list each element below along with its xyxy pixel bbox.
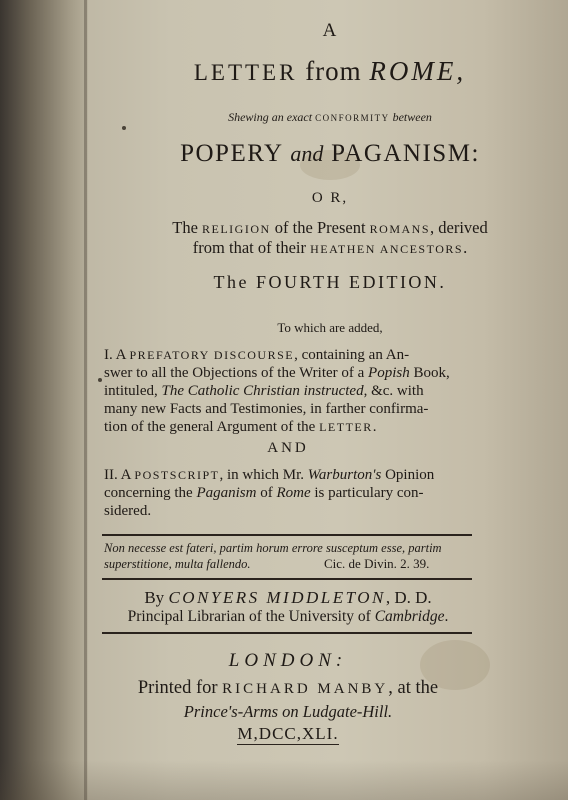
- shewing-prefix: Shewing an exact: [228, 110, 316, 124]
- alt-title-line-1: [92, 218, 568, 238]
- text: of: [256, 485, 277, 501]
- author-line: [92, 588, 484, 608]
- postscript: POSTSCRIPT: [134, 468, 220, 482]
- alt-title-text: , derived: [430, 218, 488, 237]
- shewing-suffix: between: [389, 110, 432, 124]
- latin-quote-line-2: [104, 556, 470, 572]
- contents-line: [104, 346, 470, 364]
- page-shadow: [0, 760, 568, 800]
- rome: Rome: [276, 485, 311, 501]
- and-divider: AND: [267, 440, 309, 456]
- pencil-mark: [98, 378, 102, 382]
- alt-title-romans: ROMANS: [369, 222, 431, 236]
- imprint-printer-line: [92, 678, 484, 699]
- shewing-line: [92, 110, 568, 125]
- contents-line: [104, 364, 470, 382]
- gutter-edge: [84, 0, 87, 800]
- text: is particulary con-: [310, 485, 424, 501]
- cambridge: Cambridge: [374, 608, 445, 625]
- text: concerning the: [104, 485, 197, 501]
- contents-line: [104, 418, 470, 436]
- text: , containing an An-: [294, 347, 410, 363]
- imprint-place: LONDON:: [228, 650, 348, 671]
- text: , in which Mr.: [219, 467, 308, 483]
- text: I. A: [104, 347, 130, 363]
- title-article: A: [322, 20, 338, 41]
- letter-word: LETTER: [319, 420, 373, 434]
- paganism: Paganism: [196, 485, 257, 501]
- contents-line: sidered.: [104, 503, 152, 519]
- text: intituled,: [104, 383, 162, 399]
- text: Opinion: [381, 467, 435, 483]
- subject-popery: POPERY: [180, 140, 291, 167]
- divider-rule: [102, 632, 472, 634]
- main-title: [92, 56, 568, 87]
- shewing-conformity: CONFORMITY: [315, 113, 390, 123]
- alt-title-text: The: [172, 218, 203, 237]
- text: II. A: [104, 467, 135, 483]
- imprint-year: [92, 724, 484, 745]
- quote-citation: Cic. de Divin. 2. 39.: [324, 556, 430, 571]
- latin-quote-text: superstitione, multa fallendo.: [104, 557, 251, 571]
- contents-line: [104, 382, 470, 400]
- author-title-line: [92, 608, 484, 626]
- subject-heading: [92, 140, 568, 168]
- title-letter: LETTER: [193, 60, 298, 85]
- alt-title-line-2: [92, 238, 568, 258]
- title-from: from: [297, 56, 370, 86]
- prefatory-discourse: PREFATORY DISCOURSE: [129, 348, 295, 362]
- book-title: The Catholic Christian instructed: [161, 383, 364, 399]
- author-title: Principal Librarian of the University of: [127, 608, 375, 625]
- subject-and: and: [290, 141, 324, 166]
- latin-quote-line-1: Non necesse est fateri, partim horum errore susceptum esse, partim: [104, 541, 442, 555]
- year-text: M,DCC,XLI.: [237, 724, 339, 743]
- book-gutter: [0, 0, 88, 800]
- subject-paganism: PAGANISM:: [323, 140, 480, 167]
- alt-title-religion: RELIGION: [202, 222, 271, 236]
- contents-item-2: [104, 466, 470, 520]
- warburton: Warburton's: [307, 467, 382, 483]
- alt-title-text: from that of their: [192, 238, 311, 257]
- contents-item-1: [104, 346, 470, 436]
- pencil-mark: [122, 126, 126, 130]
- title-rome: ROME,: [369, 56, 467, 86]
- or-line: O R,: [311, 190, 349, 206]
- author-title: .: [444, 608, 449, 625]
- text: Book,: [409, 365, 450, 381]
- text: tion of the general Argument of the: [104, 419, 320, 435]
- author-by: By: [144, 588, 169, 607]
- imprint-text: , at the: [388, 678, 439, 698]
- contents-line: [104, 484, 470, 502]
- imprint-address: Prince's-Arms on Ludgate-Hill.: [183, 702, 393, 721]
- contents-line: [104, 466, 470, 484]
- text: .: [372, 419, 377, 435]
- contents-line: many new Facts and Testimonies, in farther confirma-: [104, 401, 429, 417]
- edition-statement: The FOURTH EDITION.: [213, 272, 447, 292]
- text: , &c. with: [363, 383, 424, 399]
- added-line: To which are added,: [277, 320, 383, 335]
- alt-title-heathen: HEATHEN ANCESTORS: [310, 242, 464, 256]
- title-page: [92, 0, 568, 800]
- alt-title-text: .: [463, 238, 468, 257]
- alt-title-text: of the Present: [270, 218, 370, 237]
- printer-name: RICHARD MANBY: [222, 681, 389, 697]
- text: swer to all the Objections of the Writer of a: [104, 365, 369, 381]
- divider-rule: [102, 578, 472, 580]
- popish: Popish: [368, 365, 410, 381]
- author-degree: , D. D.: [385, 588, 432, 607]
- imprint-text: Printed for: [137, 678, 223, 698]
- divider-rule: [102, 534, 472, 536]
- author-name: CONYERS MIDDLETON: [168, 588, 386, 607]
